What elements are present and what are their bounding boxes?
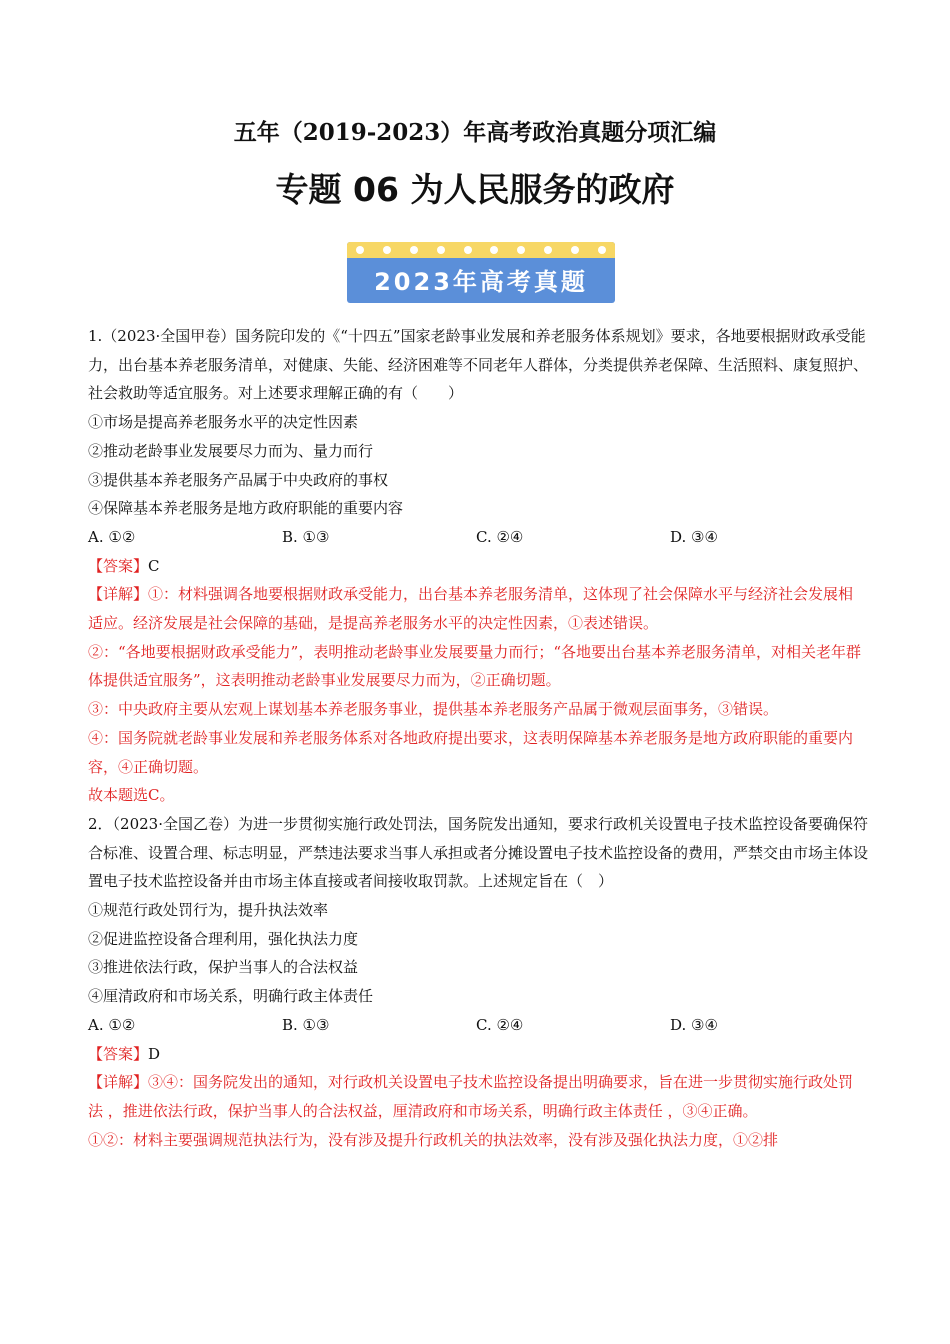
option-a: A. ①② <box>88 1015 136 1034</box>
question-1-item: ①市场是提高养老服务水平的决定性因素 <box>88 413 359 432</box>
question-1-answer <box>88 552 868 581</box>
dot-icon <box>410 246 418 254</box>
document-title: 五年（2019-2023）年高考政治真题分项汇编 <box>233 119 717 146</box>
detail-label: 【详解】 <box>88 1073 149 1092</box>
option-b: B. ①③ <box>282 527 330 546</box>
answer-value: D <box>148 1044 161 1063</box>
question-1-item: ④保障基本养老服务是地方政府职能的重要内容 <box>88 499 404 518</box>
topic-title: 专题 06 为人民服务的政府 <box>275 170 675 209</box>
detail-label: 【详解】 <box>88 585 149 604</box>
dot-icon <box>464 246 472 254</box>
question-1-options <box>88 523 868 552</box>
question-1-item: ②推动老龄事业发展要尽力而为、量力而行 <box>88 441 374 460</box>
question-1-conclusion: 故本题选C。 <box>88 786 175 805</box>
option-d: D. ③④ <box>670 527 718 546</box>
dot-icon <box>571 246 579 254</box>
question-2-item: ③推进依法行政，保护当事人的合法权益 <box>88 958 359 977</box>
question-1-detail: ②：“各地要根据财政承受能力”，表明推动老龄事业发展要量力而行；“各地要出台基本养老服务清单，对相关老年群体提供适宜服务”，这表明推动老龄事业发展要尽力而为，②正确切题。 <box>88 642 862 690</box>
banner-label: 2023年高考真题 <box>374 268 588 296</box>
option-a: A. ①② <box>88 527 136 546</box>
question-2-detail: ①②：材料主要强调规范执法行为，没有涉及提升行政机关的执法效率，没有涉及强化执法力度，①②排 <box>88 1130 779 1149</box>
question-2-stem: 2．（2023·全国乙卷）为进一步贯彻实施行政处罚法，国务院发出通知，要求行政机关设置电子技术监控设备要确保符合标准、设置合理、标志明显，严禁违法要求当事人承担或者分摊设置电子技术监控设备的费用，严禁交由市场主体设置电子技术监控设备并由市场主体直接或者间接收取罚款。上述规定旨在（ ） <box>88 814 869 891</box>
dot-icon <box>517 246 525 254</box>
question-2-options <box>88 1011 868 1040</box>
question-content <box>88 322 868 1154</box>
question-1-detail <box>88 580 868 637</box>
dot-icon <box>383 246 391 254</box>
option-c: C. ②④ <box>476 527 524 546</box>
dot-icon <box>437 246 445 254</box>
answer-value: C <box>148 556 160 575</box>
question-2-item: ④厘清政府和市场关系，明确行政主体责任 <box>88 987 374 1006</box>
answer-label: 【答案】 <box>88 1044 149 1063</box>
option-d: D. ③④ <box>670 1015 718 1034</box>
question-1-detail: ③：中央政府主要从宏观上谋划基本养老服务事业，提供基本养老服务产品属于微观层面事务，③错误。 <box>88 700 779 719</box>
question-2-item: ①规范行政处罚行为，提升执法效率 <box>88 901 329 920</box>
section-banner <box>347 242 615 303</box>
dot-icon <box>598 246 606 254</box>
question-1-detail: ④：国务院就老龄事业发展和养老服务体系对各地政府提出要求，这表明保障基本养老服务是地方政府职能的重要内容，④正确切题。 <box>88 728 854 776</box>
dot-icon <box>544 246 552 254</box>
option-b: B. ①③ <box>282 1015 330 1034</box>
option-c: C. ②④ <box>476 1015 524 1034</box>
question-2-detail <box>88 1068 868 1125</box>
detail-text: ③④：国务院发出的通知，对行政机关设置电子技术监控设备提出明确要求，旨在进一步贯彻实施行政处罚法 ，推进依法行政，保护当事人的合法权益，厘清政府和市场关系，明确行政主体责任 ，③④正确。 <box>88 1073 854 1120</box>
dot-icon <box>490 246 498 254</box>
question-1-item: ③提供基本养老服务产品属于中央政府的事权 <box>88 470 389 489</box>
question-1-stem: 1.（2023·全国甲卷）国务院印发的《“十四五”国家老龄事业发展和养老服务体系规划》要求，各地要根据财政承受能力，出台基本养老服务清单，对健康、失能、经济困难等不同老年人群体，分类提供养老保障、生活照料、康复照护、社会救助等适宜服务。对上述要求理解正确的有（ ） <box>88 327 869 403</box>
question-2-item: ②促进监控设备合理利用，强化执法力度 <box>88 929 359 948</box>
detail-text: ①：材料强调各地要根据财政承受能力，出台基本养老服务清单，这体现了社会保障水平与经济社会发展相适应。经济发展是社会保障的基础，是提高养老服务水平的决定性因素，①表述错误。 <box>88 585 854 633</box>
question-2-answer <box>88 1040 868 1069</box>
answer-label: 【答案】 <box>88 556 149 575</box>
banner-dots <box>347 246 615 254</box>
dot-icon <box>356 246 364 254</box>
